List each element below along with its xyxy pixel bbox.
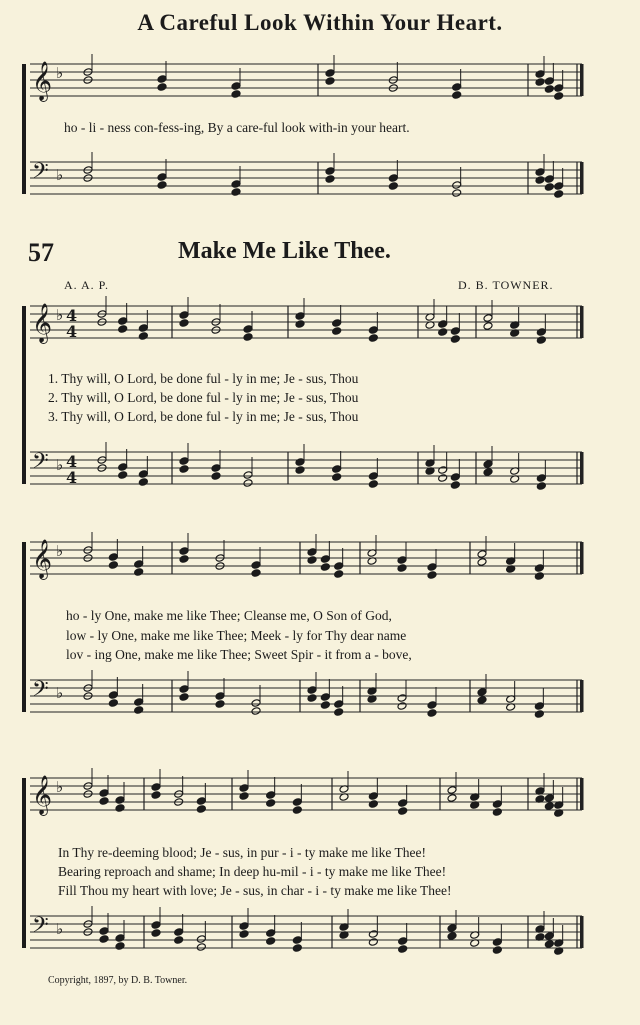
notehead [215,692,225,701]
notehead [368,792,378,801]
notehead [398,937,408,946]
notehead [325,167,335,176]
notehead [243,479,253,488]
notehead [397,556,407,565]
lyric-s2-v1: ho - ly One, make me like Thee; Cleanse me, O Son of God, [66,608,392,623]
notehead [215,700,225,709]
notehead [334,708,344,717]
notehead [307,694,317,703]
notehead [251,569,261,578]
notehead [115,942,125,951]
notehead [398,807,408,816]
notehead [452,91,462,100]
words-credit: A. A. P. [64,278,110,292]
system-brace [22,306,26,484]
notehead [492,938,502,947]
notehead [151,791,161,800]
notehead [99,797,109,806]
notehead [535,78,545,87]
notehead [427,709,437,718]
notehead [118,325,128,334]
notehead [157,75,167,84]
notehead [157,181,167,190]
notehead [334,562,344,571]
flat-icon: ♭ [56,64,64,82]
lyric-s3-v3: Fill Thou my heart with love; Je - sus, in char - i - ty make me like Thee! [58,883,452,898]
copyright-notice: Copyright, 1897, by D. B. Towner. [48,975,188,986]
notehead [438,474,448,483]
notehead [211,464,221,473]
notehead [536,336,546,345]
notehead [368,938,378,947]
final-barline-thick [580,306,584,338]
notehead [325,69,335,78]
notehead [398,799,408,808]
notehead [397,564,407,573]
notehead [325,77,335,86]
notehead [477,696,487,705]
notehead [99,935,109,944]
notehead [138,470,148,479]
notehead [554,182,564,191]
notehead [151,921,161,930]
hymn-number: 57 [28,238,54,267]
notehead [266,791,276,800]
treble-clef-icon: 𝄞 [32,303,53,343]
bass-clef-icon: 𝄢 [32,159,49,189]
notehead [251,561,261,570]
notehead [134,568,144,577]
final-barline-thick [580,916,584,948]
notehead [398,945,408,954]
system-brace [22,542,26,712]
notehead [325,175,335,184]
notehead [138,478,148,487]
notehead [231,188,241,197]
notehead [292,936,302,945]
notehead [118,471,128,480]
lyric-s2-v3: lov - ing One, make me like Thee; Sweet Spir - it from a - bove, [66,647,412,662]
notehead [554,84,564,93]
notehead [544,183,554,192]
notehead [427,701,437,710]
page-title: A Careful Look Within Your Heart. [137,10,503,35]
notehead [554,92,564,101]
final-barline-thick [580,64,584,96]
notehead [251,699,261,708]
notehead [174,928,184,937]
notehead [157,83,167,92]
final-barline-thick [580,542,584,574]
notehead [295,466,305,475]
notehead [292,944,302,953]
notehead [544,85,554,94]
lyric-s3-v1: In Thy re-deeming blood; Je - sus, in pur - i - ty make me like Thee! [58,845,427,860]
notehead [118,463,128,472]
notehead [388,182,398,191]
final-barline-thick [580,778,584,810]
notehead [483,322,493,331]
treble-clef-icon: 𝄞 [32,775,53,815]
bass-clef-icon: 𝄢 [32,677,49,707]
notehead [231,82,241,91]
notehead [450,327,460,336]
treble-clef-icon: 𝄞 [32,61,53,101]
notehead [544,940,554,949]
notehead [483,468,493,477]
notehead [332,327,342,336]
lyric-s1-v3: 3. Thy will, O Lord, be done ful - ly in me; Je - sus, Thou [48,409,359,424]
flat-icon: ♭ [56,456,64,474]
notehead [115,934,125,943]
notehead [239,930,249,939]
notehead [536,474,546,483]
notehead [266,937,276,946]
notehead [307,548,317,557]
notehead [332,465,342,474]
bass-clef-icon: 𝄢 [32,449,49,479]
notehead [332,473,342,482]
system-brace [22,778,26,948]
notehead [243,471,253,480]
time-signature-bottom: 4 [66,468,78,487]
notehead [251,707,261,716]
notehead [397,694,407,703]
notehead [447,786,457,795]
notehead [452,189,462,198]
notehead [134,698,144,707]
notehead [151,929,161,938]
notehead [427,563,437,572]
notehead [196,943,206,952]
notehead [427,571,437,580]
notehead [452,181,462,190]
flat-icon: ♭ [56,306,64,324]
treble-clef-icon: 𝄞 [32,539,53,579]
notehead [368,326,378,335]
notehead [151,783,161,792]
notehead [477,688,487,697]
notehead [108,553,118,562]
notehead [320,555,330,564]
notehead [239,792,249,801]
notehead [368,472,378,481]
notehead [534,702,544,711]
notehead [134,560,144,569]
bass-clef-icon: 𝄢 [32,913,49,943]
notehead [368,334,378,343]
music-credit: D. B. TOWNER. [458,278,554,292]
notehead [231,180,241,189]
notehead [115,796,125,805]
notehead [174,936,184,945]
flat-icon: ♭ [56,166,64,184]
notehead [536,328,546,337]
notehead [544,794,554,803]
notehead [292,806,302,815]
notehead [196,805,206,814]
notehead [179,555,189,564]
notehead [157,173,167,182]
notehead [388,174,398,183]
notehead [292,798,302,807]
final-barline-thick [580,162,584,194]
lyric-s2-v2: low - ly One, make me like Thee; Meek - ly for Thy dear name [66,628,407,643]
notehead [544,932,554,941]
notehead [307,556,317,565]
notehead [477,558,487,567]
notehead [99,789,109,798]
notehead [554,190,564,199]
notehead [108,691,118,700]
notehead [295,458,305,467]
notehead [447,924,457,933]
hymn-title: Make Me Like Thee. [178,238,391,264]
notehead [535,176,545,185]
notehead [239,784,249,793]
notehead [179,457,189,466]
notehead [179,693,189,702]
notehead [397,702,407,711]
notehead [307,686,317,695]
notehead [320,693,330,702]
notehead [266,929,276,938]
notehead [108,561,118,570]
notehead [452,83,462,92]
notehead [196,797,206,806]
notehead [492,800,502,809]
notehead [179,465,189,474]
notehead [438,328,448,337]
time-signature-bottom: 4 [66,322,78,341]
notehead [334,570,344,579]
notehead [483,460,493,469]
notehead [368,930,378,939]
notehead [450,335,460,344]
notehead [320,563,330,572]
notehead [108,699,118,708]
notehead [134,706,144,715]
notehead [295,312,305,321]
notehead [231,90,241,99]
notehead [535,168,545,177]
notehead [138,324,148,333]
notehead [115,804,125,813]
notehead [534,572,544,581]
final-barline-thick [580,680,584,712]
time-signature-top: 4 [66,452,78,471]
notehead [179,319,189,328]
final-barline-thick [580,452,584,484]
notehead [211,472,221,481]
notehead [266,799,276,808]
notehead [477,550,487,559]
time-signature-top: 4 [66,306,78,325]
notehead [295,320,305,329]
notehead [483,314,493,323]
notehead [320,701,330,710]
notehead [492,946,502,955]
notehead [535,70,545,79]
notehead [179,547,189,556]
notehead [368,480,378,489]
notehead [332,319,342,328]
notehead [368,800,378,809]
notehead [243,333,253,342]
notehead [447,932,457,941]
lyric-s1-v1: 1. Thy will, O Lord, be done ful - ly in me; Je - sus, Thou [48,371,359,386]
notehead [492,808,502,817]
flat-icon: ♭ [56,684,64,702]
notehead [536,482,546,491]
notehead [196,935,206,944]
notehead [534,564,544,573]
lyric-s3-v2: Bearing reproach and shame; In deep hu-mil - i - ty make me like Thee! [58,864,447,879]
notehead [544,802,554,811]
notehead [138,332,148,341]
notehead [544,175,554,184]
notehead [99,927,109,936]
top-lyric-line: ho - li - ness con-fess-ing, By a care-ful look with-in your heart. [64,120,410,135]
notehead [334,700,344,709]
system-brace [22,64,26,194]
flat-icon: ♭ [56,778,64,796]
notehead [239,922,249,931]
lyric-s1-v2: 2. Thy will, O Lord, be done ful - ly in me; Je - sus, Thou [48,390,359,405]
notehead [450,481,460,490]
notehead [438,320,448,329]
flat-icon: ♭ [56,920,64,938]
notehead [438,466,448,475]
notehead [544,77,554,86]
notehead [450,473,460,482]
flat-icon: ♭ [56,542,64,560]
notehead [534,710,544,719]
notehead [179,311,189,320]
notehead [118,317,128,326]
notehead [243,325,253,334]
notehead [179,685,189,694]
notehead [447,794,457,803]
